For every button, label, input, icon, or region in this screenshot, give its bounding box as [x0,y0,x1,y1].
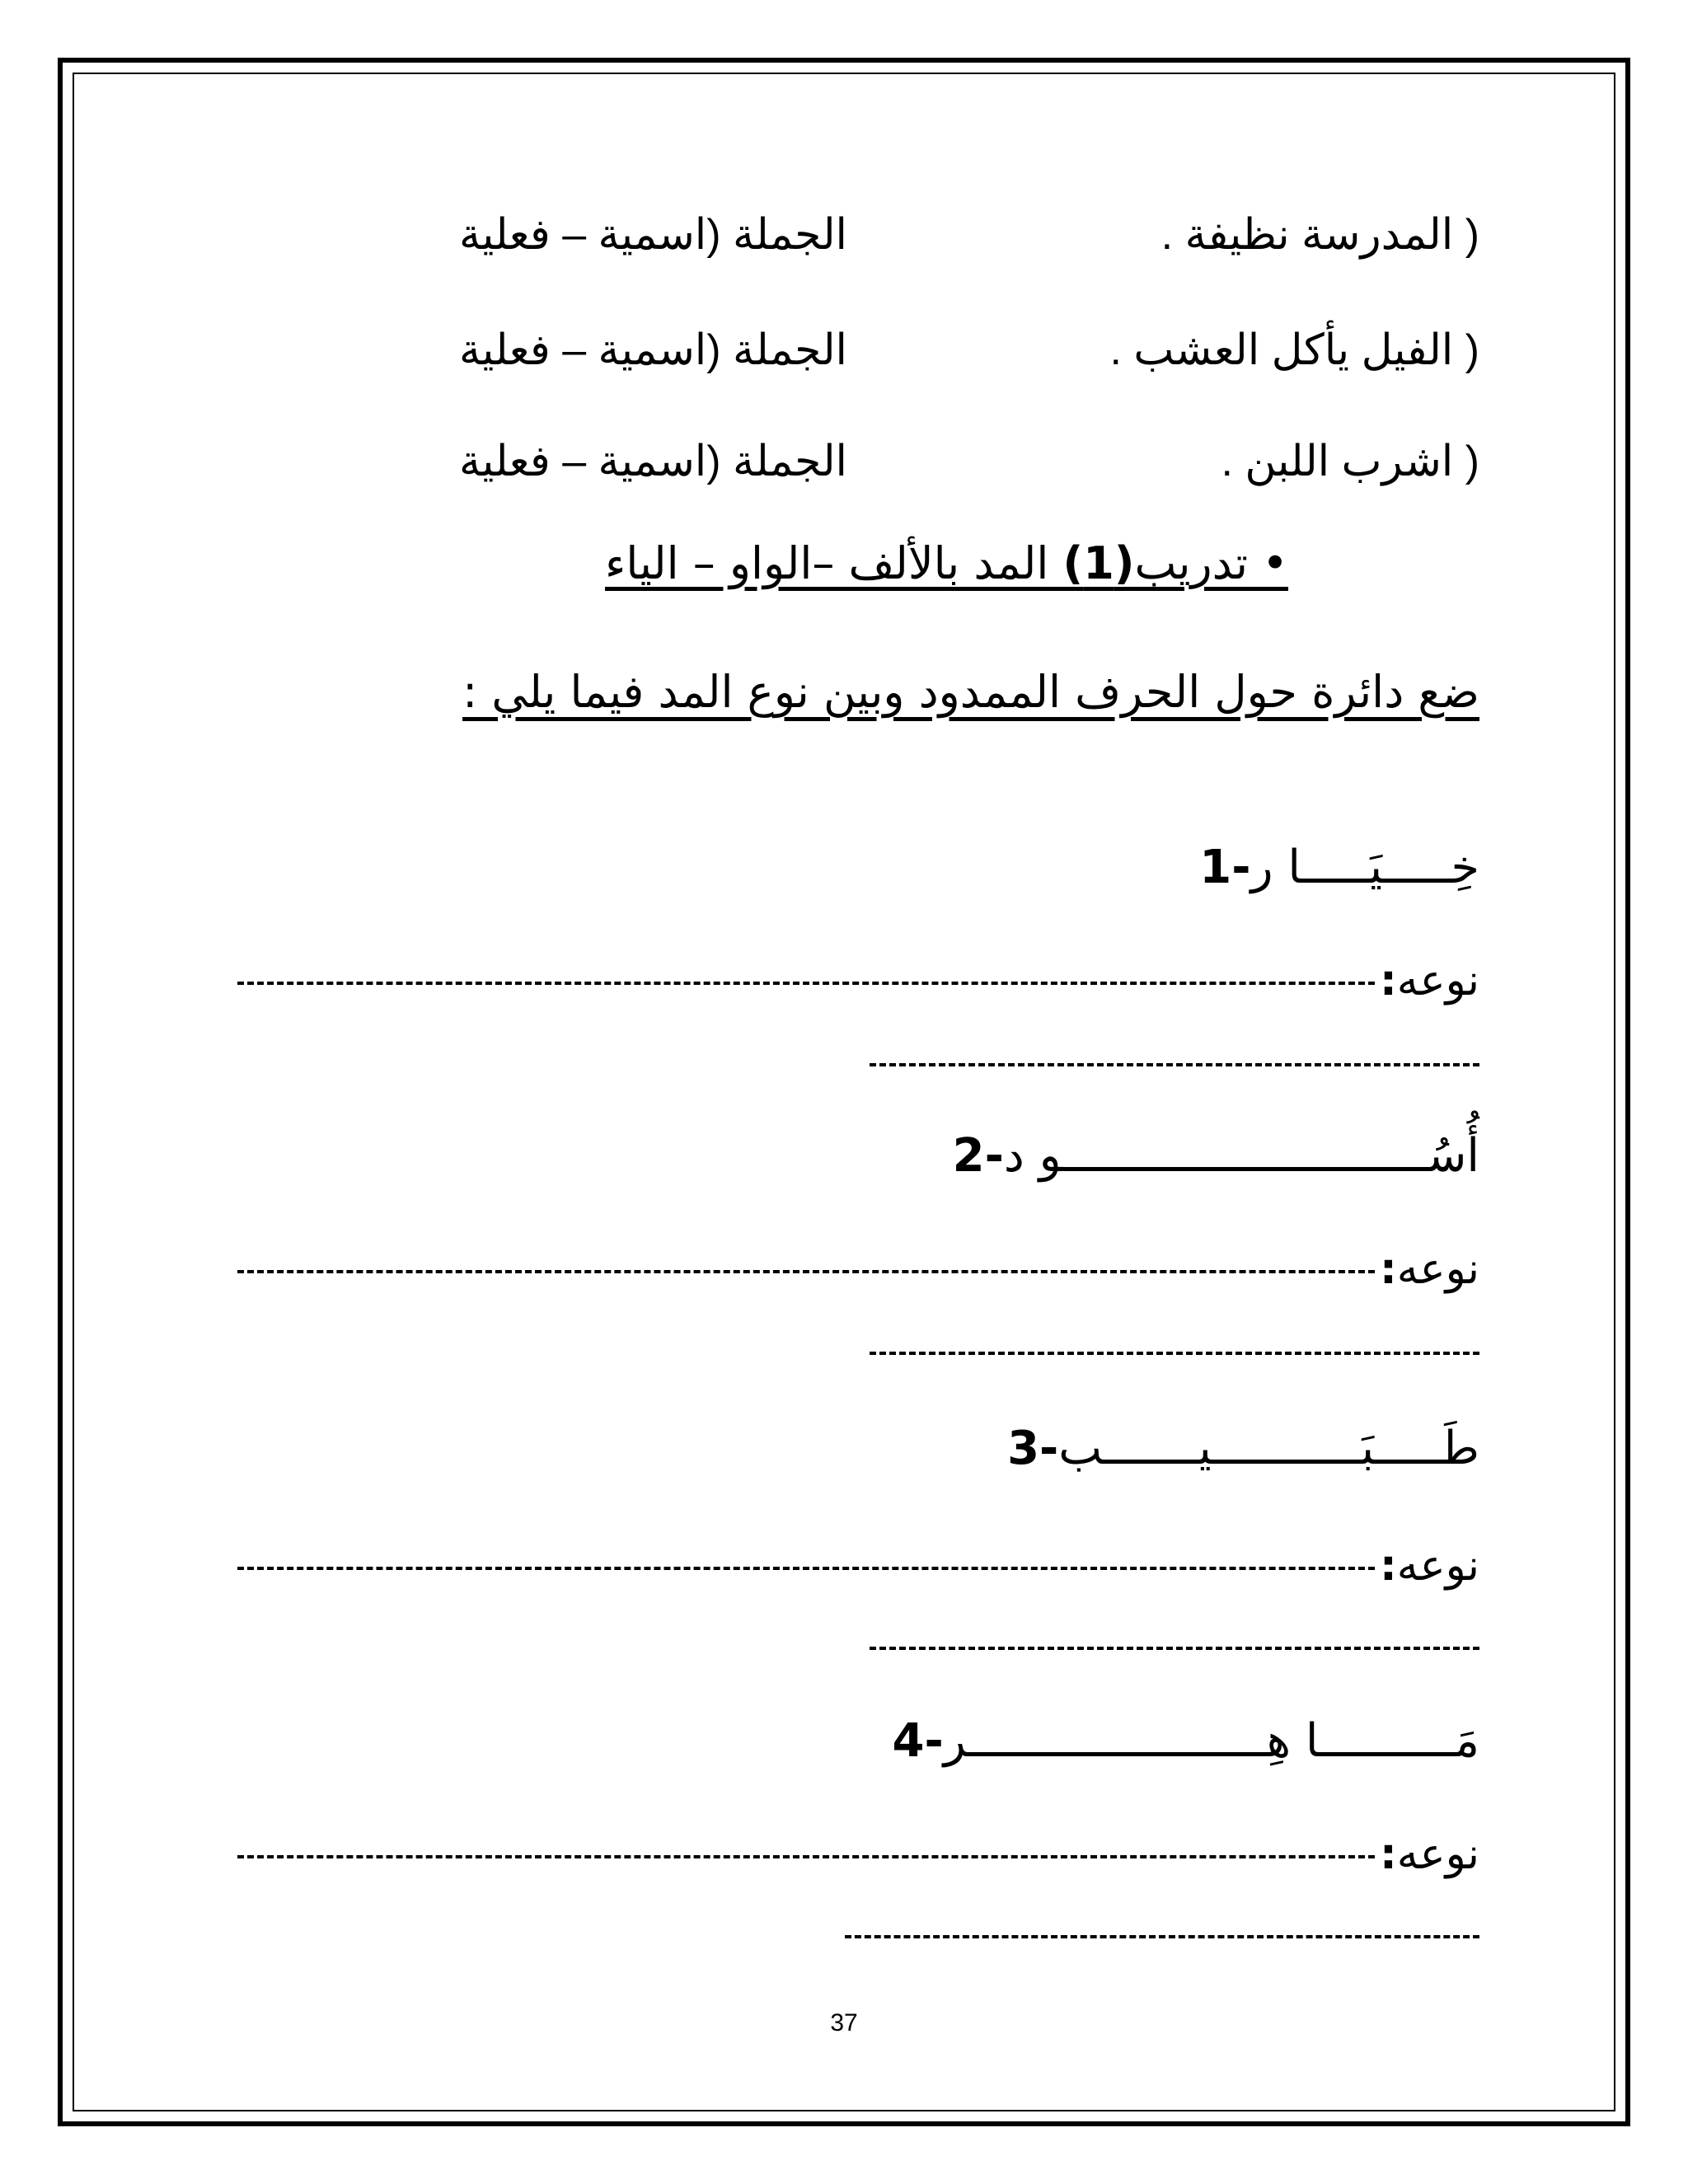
item-3-number: -3 [1007,1422,1059,1475]
item-4-answer-line-2[interactable] [845,1935,1479,1938]
item-1-answer-line-2[interactable] [870,1063,1479,1066]
sentence-1: ( المدرسة نظيفة . [1160,211,1479,259]
item-3-type-label: نوعه [1396,1541,1479,1591]
item-2 [953,1129,1479,1183]
item-4-type-line [237,1830,1479,1879]
item-2-type-colon: : [1379,1244,1397,1294]
item-2-answer-line-2[interactable] [870,1352,1479,1355]
exercise-heading-rest: المد بالألف –الواو – الياء [605,537,1063,589]
page-number: 37 [830,2009,858,2036]
item-1-answer-line[interactable] [237,982,1375,985]
sentence-1-choice: الجملة (اسمية – فعلية [459,211,847,259]
sentence-3-choice: الجملة (اسمية – فعلية [459,438,847,485]
item-3-word: طَـــــبَـــــــــــيـــــــب [1058,1422,1479,1475]
item-4-type-colon: : [1379,1830,1397,1879]
item-3-type-line [237,1541,1479,1591]
item-1-type-colon: : [1379,956,1397,1005]
item-2-answer-line[interactable] [237,1270,1375,1273]
item-3-answer-line[interactable] [237,1567,1375,1570]
item-2-number: -2 [952,1129,1004,1183]
item-4-word: مَــــــــــا هِــــــــــــــــــــــر [943,1714,1479,1768]
item-1 [1199,841,1479,894]
sentence-2: ( الفيل يأكل العشب . [1109,326,1479,374]
item-4-type-label: نوعه [1396,1830,1479,1879]
item-4-answer-line[interactable] [237,1855,1375,1858]
item-2-type-line [237,1244,1479,1294]
item-3 [1007,1422,1479,1475]
item-1-number: -1 [1199,841,1251,894]
exercise-heading-prefix: • تدريب [1134,537,1288,589]
item-1-word: خِـــــيَـــــا ر [1250,841,1479,894]
item-3-answer-line-2[interactable] [870,1647,1479,1650]
item-2-type-label: نوعه [1396,1244,1479,1294]
page-border-inner [73,73,1615,2111]
item-4 [892,1714,1479,1768]
exercise-heading-number: (1) [1062,537,1135,589]
item-4-number: -4 [892,1714,944,1768]
item-2-word: أُسُـــــــــــــــــــــــــــو د [1003,1129,1479,1183]
exercise-heading [605,537,1288,589]
item-1-type-line [237,956,1479,1005]
sentence-2-choice: الجملة (اسمية – فعلية [459,326,847,374]
item-1-type-label: نوعه [1396,956,1479,1005]
sentence-3: ( اشرب اللبن . [1221,438,1479,485]
item-3-type-colon: : [1379,1541,1397,1591]
exercise-instruction: ضع دائرة حول الحرف الممدود وبين نوع المد فيما يلي : [462,666,1479,718]
